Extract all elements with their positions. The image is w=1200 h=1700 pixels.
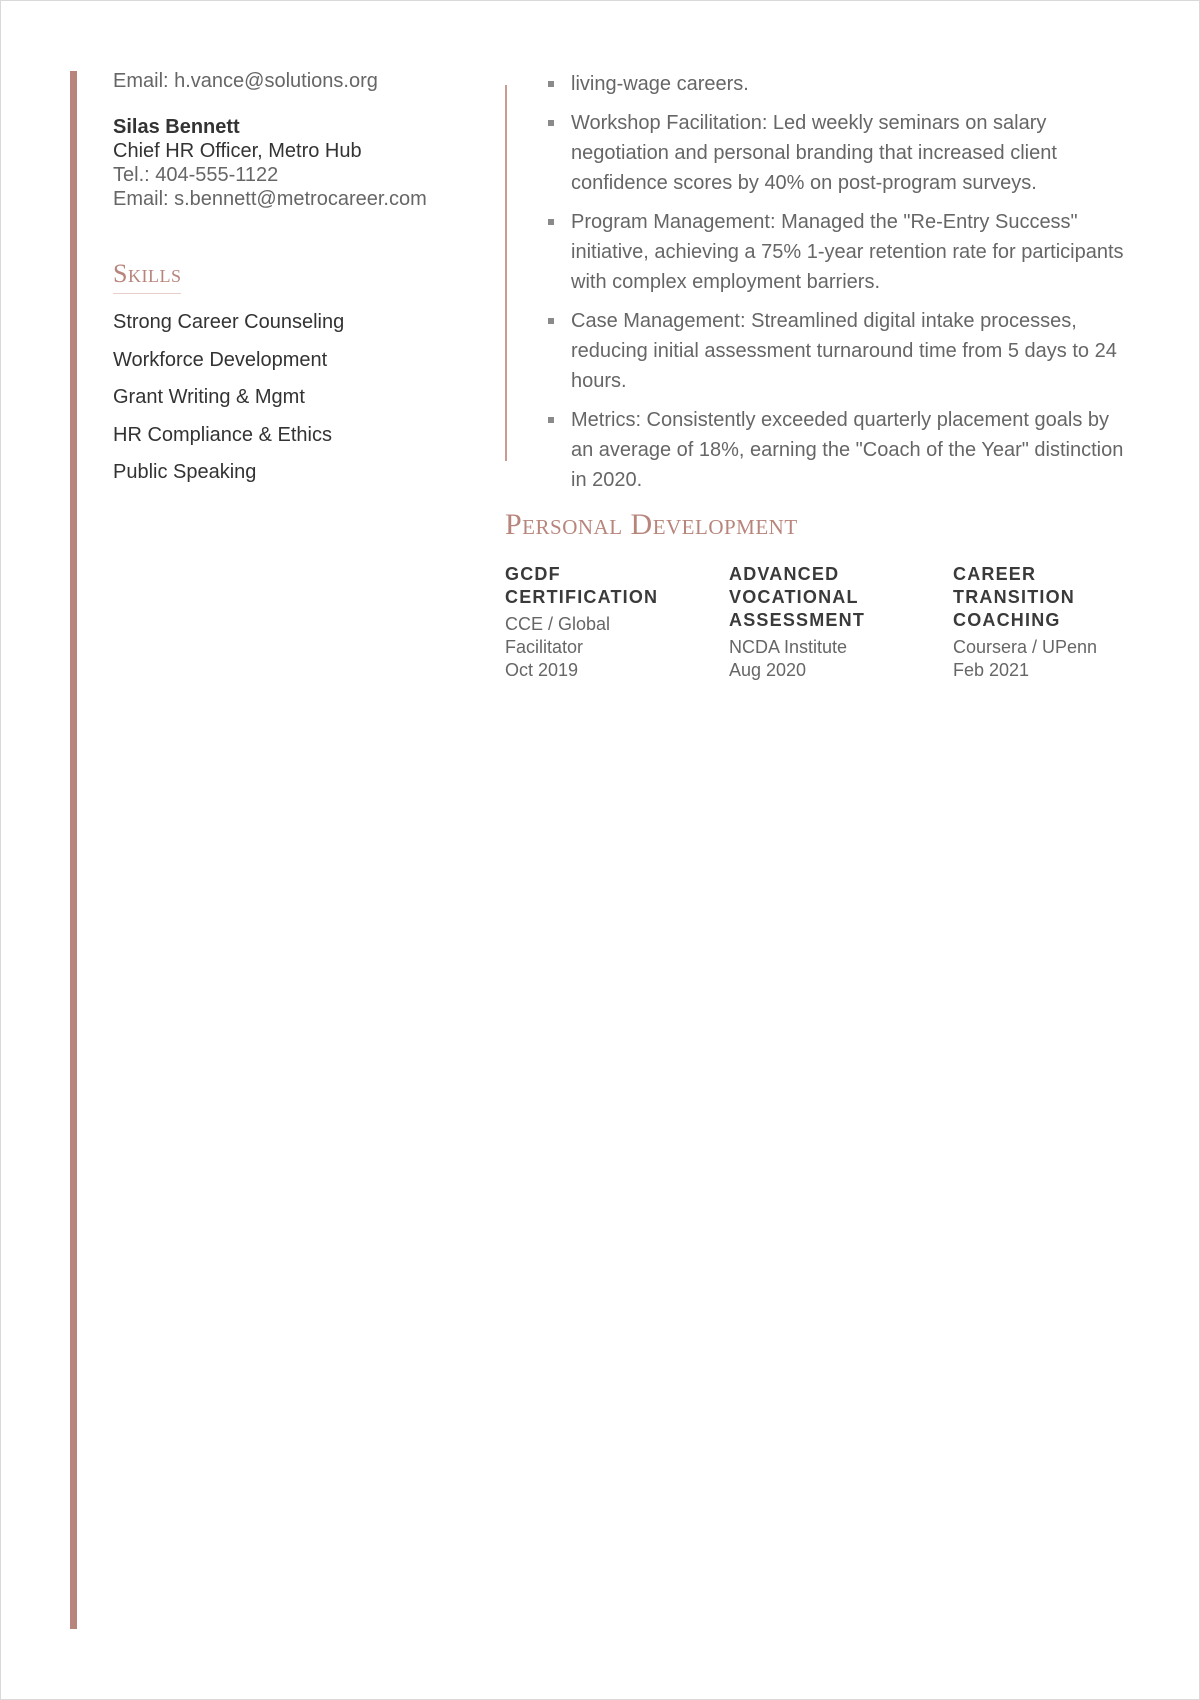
experience-bullets <box>505 69 1135 495</box>
development-date: Feb 2021 <box>953 660 1030 680</box>
reference-name: Silas Bennett <box>113 116 240 138</box>
experience-column <box>505 69 1135 504</box>
left-accent-rule <box>70 71 77 1629</box>
reference-email: Email: h.vance@solutions.org <box>113 70 378 92</box>
skill-item: Workforce Development <box>113 348 328 371</box>
skill-item: Strong Career Counseling <box>113 311 345 333</box>
skill-item: HR Compliance & Ethics <box>113 423 332 446</box>
personal-development-grid <box>505 563 1177 682</box>
development-item <box>953 563 1177 682</box>
development-org: Coursera / UPenn <box>953 637 1098 657</box>
reference-block <box>113 115 473 211</box>
skill-item: Public Speaking <box>113 461 257 483</box>
development-name: ADVANCED VOCATIONAL ASSESSMENT <box>729 564 866 630</box>
development-date: Oct 2019 <box>505 660 579 680</box>
development-org: NCDA Institute <box>729 637 848 657</box>
experience-bullet: Workshop Facilitation: Led weekly seminars on salary negotiation and personal branding that increased client confidence scores by 40% on post-program surveys. <box>571 108 1135 198</box>
development-date: Aug 2020 <box>729 660 807 680</box>
development-item <box>729 563 953 682</box>
development-name: CAREER TRANSITION COACHING <box>953 564 1075 630</box>
experience-bullet: living-wage careers. <box>571 69 1135 99</box>
reference-email: Email: s.bennett@metrocareer.com <box>113 188 427 210</box>
reference-title: Chief HR Officer, Metro Hub <box>113 140 362 162</box>
experience-bullet: Program Management: Managed the "Re-Entry Success" initiative, achieving a 75% 1-year retention rate for participants with complex employment barriers. <box>571 207 1135 297</box>
experience-bullet: Metrics: Consistently exceeded quarterly placement goals by an average of 18%, earning the "Coach of the Year" distinction in 2020. <box>571 405 1135 495</box>
development-org: CCE / Global Facilitator <box>505 614 611 657</box>
development-item <box>505 563 729 682</box>
skills-list <box>113 310 473 484</box>
experience-bullet: Case Management: Streamlined digital intake processes, reducing initial assessment turnaround time from 5 days to 24 hours. <box>571 306 1135 396</box>
skills-heading: Skills <box>113 259 181 294</box>
left-column <box>113 69 473 498</box>
development-name: GCDF CERTIFICATION <box>505 564 659 607</box>
reference-phone: Tel.: 404-555-1122 <box>113 164 279 186</box>
skill-item: Grant Writing & Mgmt <box>113 386 305 408</box>
personal-development-heading: Personal Development <box>505 508 798 541</box>
